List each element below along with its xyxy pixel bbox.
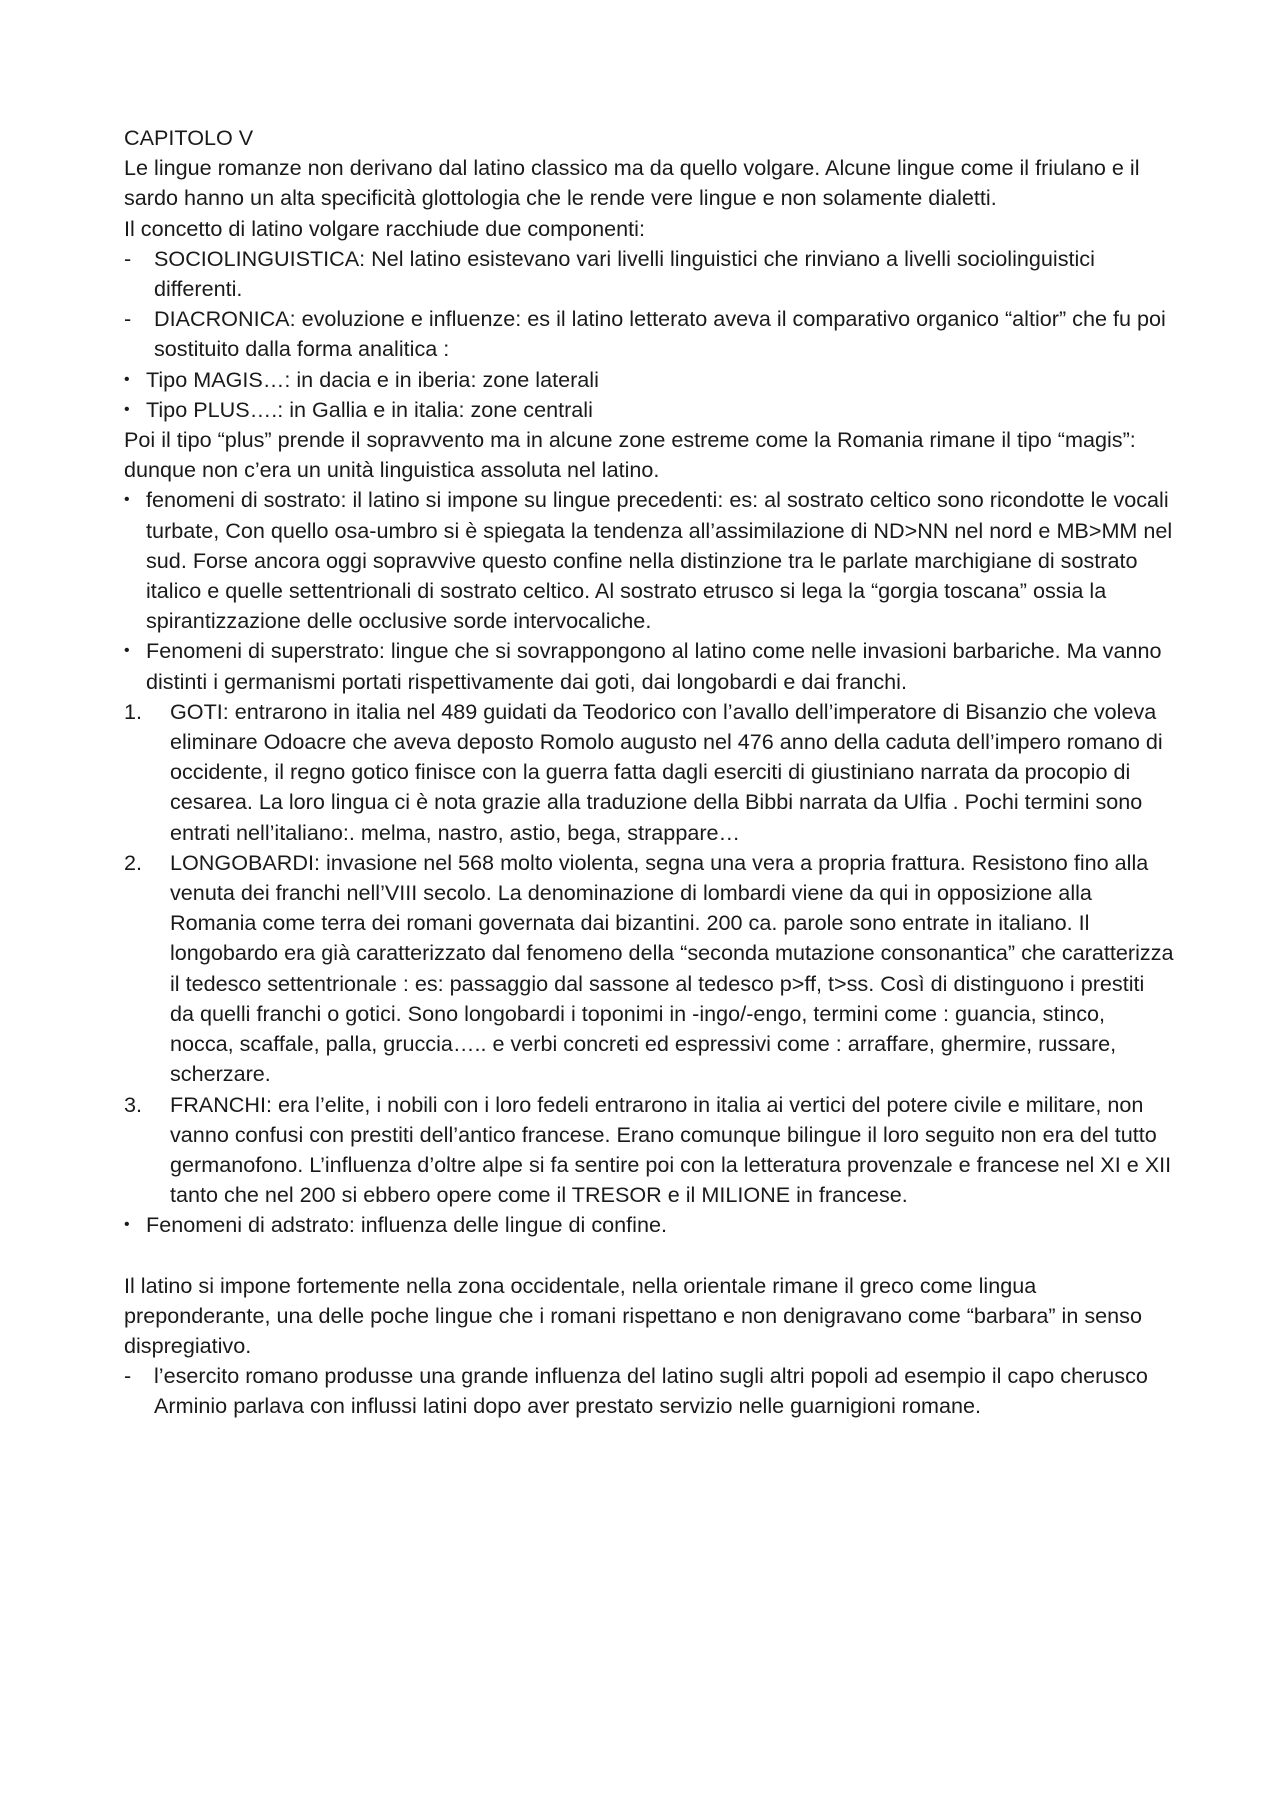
- number-marker: 3.: [124, 1091, 143, 1117]
- list-item: [124, 485, 1174, 636]
- magis-text: Tipo MAGIS…: in dacia e in iberia: zone laterali: [146, 366, 599, 392]
- longobardi-text: LONGOBARDI: invasione nel 568 molto violenta, segna una vera a propria frattura. Resistono fino alla venuta dei franchi nell’VIII secolo. La denominazione di lombardi viene da qui in opposizione alla Romania come terra dei romani governata dai bizantini. 200 ca. parole sono entrate in italiano. Il longobardo era già caratterizzato dal fenomeno della “seconda mutazione consonantica” che caratterizza il tedesco settentrionale : es: passaggio dal sassone al tedesco p>ff, t>ss. Così di distinguono i prestiti da quelli franchi o gotici. Sono longobardi i toponimi in -ingo/-engo, termini come : guancia, stinco, nocca, scaffale, palla, gruccia….. e verbi concreti ed espressivi come : arraffare, ghermire, russare, scherzare.: [170, 849, 1174, 1087]
- numbered-item: [124, 697, 1174, 848]
- list-item: [124, 1210, 1174, 1240]
- dash-marker: -: [124, 245, 132, 271]
- superstrato-text: Fenomeni di superstrato: lingue che si sovrappongono al latino come nelle invasioni barbariche. Ma vanno distinti i germanismi portati rispettivamente dai goti, dai longobardi e dai franchi.: [146, 638, 1162, 694]
- number-marker: 1.: [124, 698, 143, 724]
- goti-text: GOTI: entrarono in italia nel 489 guidati da Teodorico con l’avallo dell’imperatore di Bisanzio che voleva eliminare Odoacre che aveva deposto Romolo augusto nel 476 anno della caduta dell’impero romano di occidente, il regno gotico finisce con la guerra fatta dagli eserciti di giustiniano narrata da procopio di cesarea. La loro lingua ci è nota grazie alla traduzione della Bibbi narrata da Ulfia . Pochi termini sono entrati nell’italiano:. melma, nastro, astio, bega, strappare…: [170, 698, 1163, 845]
- dash-marker: -: [124, 1363, 132, 1389]
- intro-paragraph: Le lingue romanze non derivano dal latino classico ma da quello volgare. Alcune lingue come il friulano e il sardo hanno un alta specificità glottologia che le rende vere lingue e non solamente dialetti.: [124, 155, 1140, 211]
- document-page: [124, 123, 1174, 1422]
- diacronica-text: DIACRONICA: evoluzione e influenze: es il latino letterato aveva il comparativo organico “altior” che fu poi sostituito dalla forma analitica :: [154, 306, 1166, 362]
- list-item: [124, 395, 1174, 425]
- bullet-marker: •: [124, 491, 130, 509]
- dash-marker: -: [124, 306, 132, 332]
- chapter-heading: CAPITOLO V: [124, 125, 254, 150]
- numbered-item: [124, 848, 1174, 1090]
- list-item: [124, 304, 1174, 364]
- paragraph-spacer: [124, 1241, 1174, 1271]
- number-marker: 2.: [124, 849, 143, 875]
- plus-paragraph: Poi il tipo “plus” prende il sopravvento ma in alcune zone estreme come la Romania rimane il tipo “magis”: dunque non c’era un unità linguistica assoluta nel latino.: [124, 427, 1136, 483]
- numbered-item: [124, 1090, 1174, 1211]
- list-item: [124, 636, 1174, 696]
- concept-paragraph: Il concetto di latino volgare racchiude due componenti:: [124, 215, 645, 241]
- sociolinguistica-text: SOCIOLINGUISTICA: Nel latino esistevano vari livelli linguistici che rinviano a livelli sociolinguistici differenti.: [154, 245, 1095, 302]
- bullet-marker: •: [124, 642, 130, 660]
- list-item: [124, 244, 1174, 304]
- sostrato-text: fenomeni di sostrato: il latino si impone su lingue precedenti: es: al sostrato celtico sono ricondotte le vocali turbate, Con quello osa-umbro si è spiegata la tendenza all’assimilazione di ND>NN nel nord e MB>MM nel sud. Forse ancora oggi sopravvive questo confine nella distinzione tra le parlate marchigiane di sostrato italico e quelle settentrionali di sostrato celtico. Al sostrato etrusco si lega la “gorgia toscana” ossia la spirantizzazione delle occlusive sorde intervocaliche.: [146, 487, 1173, 634]
- bullet-marker: •: [124, 400, 130, 418]
- bullet-marker: •: [124, 1216, 130, 1234]
- franchi-text: FRANCHI: era l’elite, i nobili con i loro fedeli entrarono in italia ai vertici del potere civile e militare, non vanno confusi con prestiti dell’antico francese. Erano comunque bilingue il loro seguito non era del tutto germanofono. L’influenza d’oltre alpe si fa sentire poi con la letteratura provenzale e francese nel XI e XII tanto che nel 200 si ebbero opere come il TRESOR e il MILIONE in francese.: [170, 1091, 1172, 1208]
- occidentale-paragraph: Il latino si impone fortemente nella zona occidentale, nella orientale rimane il greco come lingua preponderante, una delle poche lingue che i romani rispettano e non denigravano come “barbara” in senso dispregiativo.: [124, 1272, 1142, 1358]
- adstrato-text: Fenomeni di adstrato: influenza delle lingue di confine.: [146, 1212, 667, 1238]
- plus-text: Tipo PLUS….: in Gallia e in italia: zone centrali: [146, 396, 593, 422]
- bullet-marker: •: [124, 370, 130, 388]
- list-item: [124, 1361, 1174, 1421]
- esercito-text: l’esercito romano produsse una grande influenza del latino sugli altri popoli ad esempio il capo cherusco Arminio parlava con influssi latini dopo aver prestato servizio nelle guarnigioni romane.: [154, 1363, 1148, 1419]
- list-item: [124, 365, 1174, 395]
